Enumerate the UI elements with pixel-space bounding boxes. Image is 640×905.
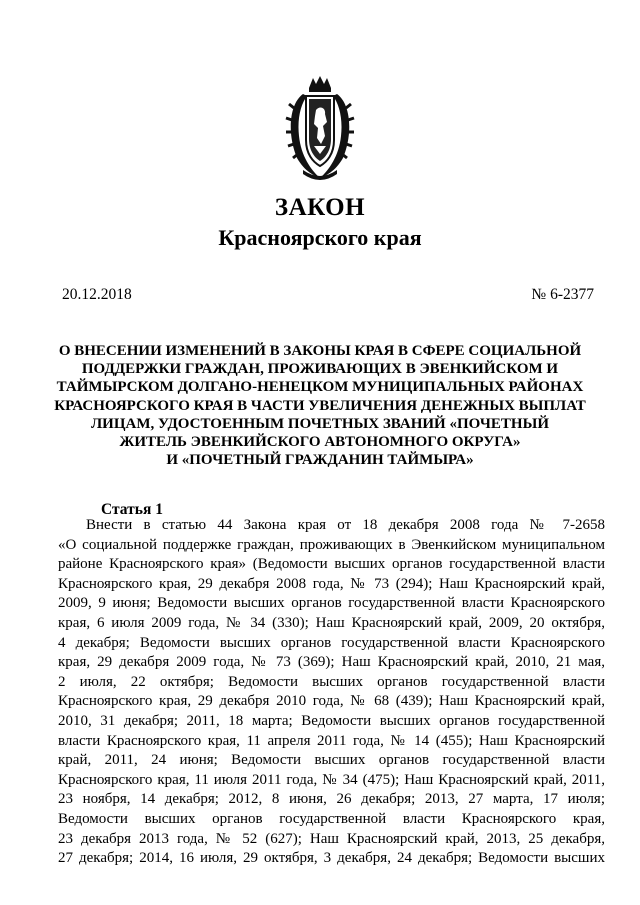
body-line: края, 29 декабря 2009 года, № 73 (369); Наш Красноярский край, 2010, 21 мая, <box>58 654 605 671</box>
document-title: ЗАКОН <box>274 194 366 221</box>
coat-of-arms-emblem <box>285 74 355 184</box>
heading-line: КРАСНОЯРСКОГО КРАЯ В ЧАСТИ УВЕЛИЧЕНИЯ ДЕНЕЖНЫХ ВЫПЛАТ <box>54 397 586 414</box>
body-line: 23 ноября, 14 декабря; 2012, 8 июня, 26 декабря; 2013, 27 марта, 17 июля; <box>58 791 605 808</box>
body-line: Внести в статью 44 Закона края от 18 декабря 2008 года № 7-2658 <box>86 517 605 533</box>
body-line: Красноярского края, 29 декабря 2010 года, № 68 (439); Наш Красноярский край, <box>58 693 605 710</box>
body-line: 2010, 31 декабря; 2011, 18 марта; Ведомости высших органов государственной <box>58 712 605 729</box>
heading-line: О ВНЕСЕНИИ ИЗМЕНЕНИЙ В ЗАКОНЫ КРАЯ В СФЕРЕ СОЦИАЛЬНОЙ <box>58 343 582 359</box>
body-line: 4 декабря; Ведомости высших органов государственной власти Красноярского <box>58 634 605 651</box>
body-line: Ведомости высших органов государственной власти Красноярского края, <box>58 810 605 827</box>
article-title: Статья 1 <box>101 501 163 518</box>
body-line: 2 июля, 22 октября; Ведомости высших органов государственной власти <box>58 673 605 690</box>
body-line: Красноярского края, 29 декабря 2008 года, № 73 (294); Наш Красноярский край, <box>58 575 605 592</box>
heading-line: ПОДДЕРЖКИ ГРАЖДАН, ПРОЖИВАЮЩИХ В ЭВЕНКИЙСКОМ И <box>81 361 559 378</box>
document-number: № 6-2377 <box>531 286 594 303</box>
body-line: Красноярского края, 11 июля 2011 года, № 34 (475); Наш Красноярский край, 2011, <box>58 771 605 788</box>
heading-line: ЛИЦАМ, УДОСТОЕННЫМ ПОЧЕТНЫХ ЗВАНИЙ «ПОЧЕТНЫЙ <box>90 415 549 432</box>
body-line: районе Красноярского края» (Ведомости высших органов государственной власти <box>58 556 605 573</box>
heading-line: И «ПОЧЕТНЫЙ ГРАЖДАНИН ТАЙМЫРА» <box>166 452 474 469</box>
body-line: власти Красноярского края, 11 апреля 2011 года, № 14 (455); Наш Красноярский <box>58 732 605 749</box>
body-line: 27 декабря; 2014, 16 июля, 29 октября, 3 декабря, 24 декабря; Ведомости высших <box>58 850 605 867</box>
heading-line: ТАЙМЫРСКОМ ДОЛГАНО-НЕНЕЦКОМ МУНИЦИПАЛЬНЫХ РАЙОНАХ <box>56 379 584 396</box>
heading-line: ЖИТЕЛЬ ЭВЕНКИЙСКОГО АВТОНОМНОГО ОКРУГА» <box>119 434 521 451</box>
document-subtitle: Красноярского края <box>218 225 422 250</box>
body-line: края, 6 июля 2009 года, № 34 (330); Наш Красноярский край, 2009, 20 октября, <box>58 614 605 631</box>
body-line: 2009, 9 июня; Ведомости высших органов государственной власти Красноярского <box>58 595 605 612</box>
article-body <box>58 516 605 869</box>
law-heading <box>40 342 600 469</box>
body-line: «О социальной поддержке граждан, проживающих в Эвенкийском муниципальном <box>58 536 605 553</box>
body-line: 23 декабря 2013 года, № 52 (627); Наш Красноярский край, 2013, 25 декабря, <box>58 830 605 847</box>
body-line: край, 2011, 24 июня; Ведомости высших органов государственной власти <box>58 752 605 769</box>
document-date: 20.12.2018 <box>62 286 132 303</box>
